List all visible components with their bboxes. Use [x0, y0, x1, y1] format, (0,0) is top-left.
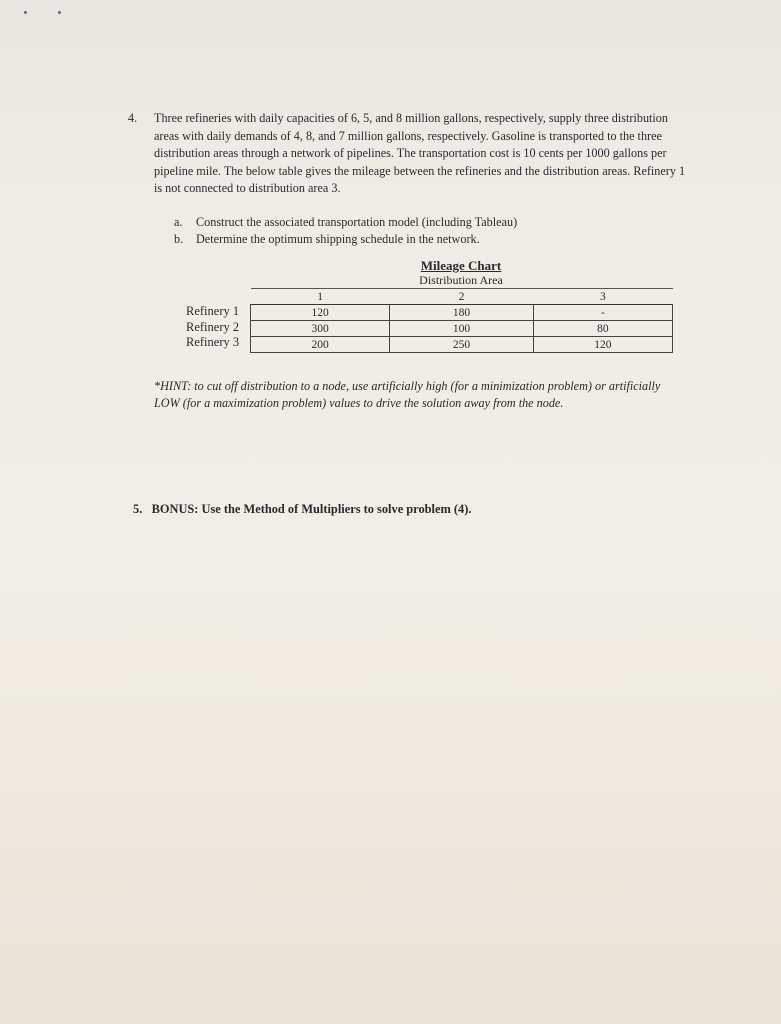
table-row-labels — [186, 304, 239, 351]
table-title: Mileage Chart — [420, 258, 502, 273]
table-cell: 80 — [533, 321, 672, 337]
bonus-number: 5. — [133, 502, 143, 516]
table-cell: 200 — [251, 337, 390, 353]
speck-mark — [24, 11, 27, 14]
problem-4-subitems — [174, 214, 517, 248]
table-cell: 180 — [390, 305, 533, 321]
column-header: 2 — [390, 289, 533, 305]
row-label: Refinery 2 — [186, 319, 240, 334]
table-row — [251, 337, 673, 353]
table-row — [251, 321, 673, 337]
bonus-text: Use the Method of Multipliers to solve problem (4). — [201, 502, 472, 516]
table-cell: 250 — [390, 337, 533, 353]
column-header: 1 — [251, 289, 390, 305]
table-cell: 120 — [533, 337, 672, 353]
row-label: Refinery 1 — [186, 304, 240, 318]
subitem-text: Determine the optimum shipping schedule in the network. — [196, 232, 480, 246]
mileage-table — [250, 288, 673, 353]
subitem-letter: a. — [174, 215, 183, 229]
problem-4-text: Three refineries with daily capacities of 6, 5, and 8 million gallons, respectively, supply three distribution areas with daily demands of 4, 8, and 7 million gallons, respectively. Gasoline is transported to the three distribution areas through a network of pipelines. The transportation cost is 10 cents per 1000 gallons per pipeline mile. The below table gives the mileage between the refineries and the distribution areas. Refinery 1 is not connected to distribution area 3. — [154, 111, 686, 195]
table-header-row — [251, 289, 673, 305]
table-row — [251, 305, 673, 321]
subitem-b — [174, 231, 517, 248]
column-header: 3 — [533, 289, 672, 305]
hint-text: *HINT: to cut off distribution to a node, use artificially high (for a minimization problem) or artificially LOW (for a maximization problem) values to drive the solution away from the node. — [154, 379, 661, 410]
subitem-text: Construct the associated transportation model (including Tableau) — [196, 215, 518, 229]
problem-4 — [128, 110, 688, 198]
table-cell: 100 — [390, 321, 533, 337]
table-cell: 300 — [251, 321, 390, 337]
subitem-letter: b. — [174, 232, 184, 246]
table-cell: - — [533, 305, 672, 321]
speck-mark — [58, 11, 61, 14]
table-subtitle: Distribution Area — [419, 273, 503, 287]
bonus-label: BONUS: — [151, 502, 199, 516]
problem-4-number: 4. — [128, 111, 138, 125]
table-cell: 120 — [251, 305, 390, 321]
subitem-a — [174, 214, 517, 231]
bonus-problem — [133, 502, 471, 517]
row-label: Refinery 3 — [186, 335, 240, 349]
